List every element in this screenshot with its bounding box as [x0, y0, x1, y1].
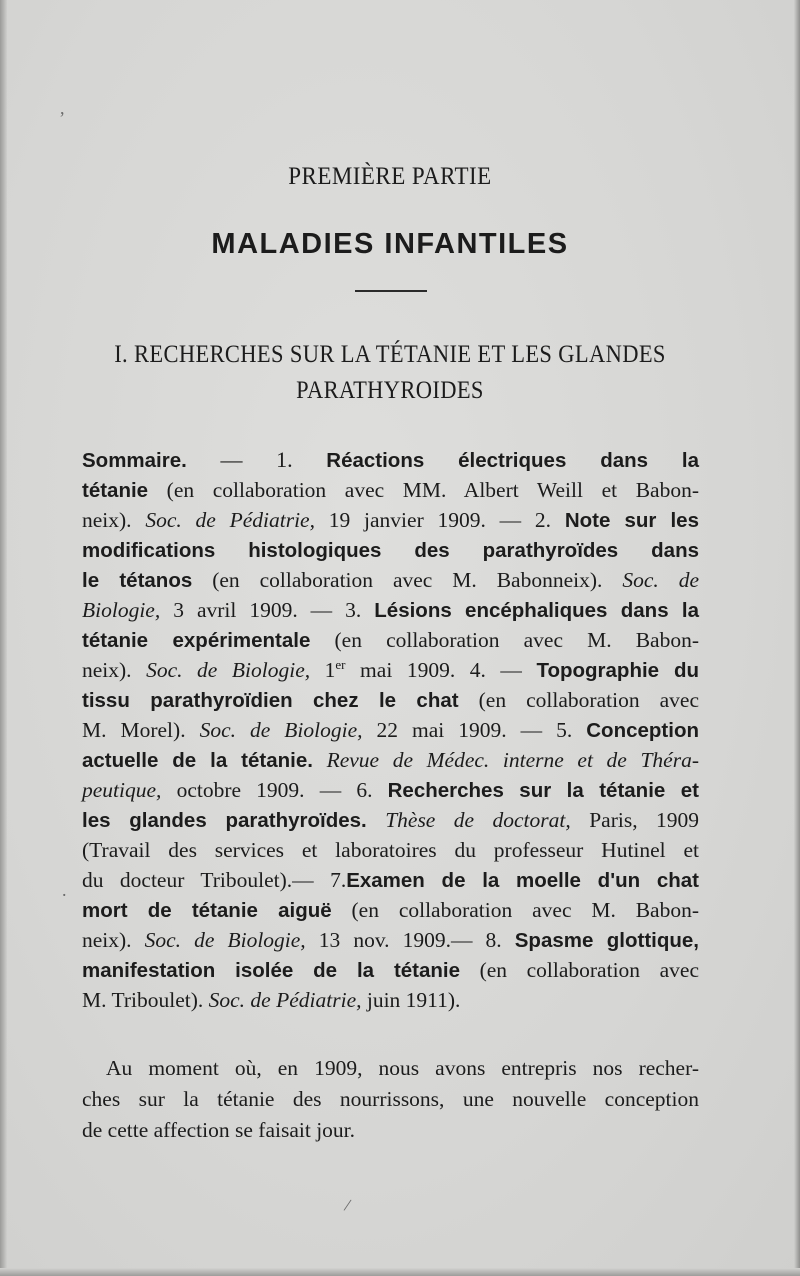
summary-line: Biologie, 3 avril 1909. — 3. Lésions encéphaliques dans la — [82, 598, 700, 622]
page-edge-bottom — [0, 1268, 800, 1276]
journal-name: Soc. de — [622, 568, 699, 592]
journal-name: Soc. de Biologie, — [144, 928, 306, 952]
journal-name: Soc. de Biologie, — [146, 658, 311, 682]
main-title: MALADIES INFANTILES — [211, 228, 569, 260]
work-title: tissu parathyroïdien chez le chat — [82, 689, 459, 712]
summary-line: Sommaire. — 1. Réactions électriques dans la — [82, 447, 699, 472]
work-title: manifestation isolée de la tétanie — [82, 959, 461, 982]
summary-line: le tétanos (en collaboration avec M. Babonneix). Soc. de — [82, 568, 699, 592]
work-title: Note sur les — [564, 509, 699, 532]
section-title — [111, 337, 669, 409]
summary-line: tétanie expérimentale (en collaboration avec M. Babon- — [82, 628, 699, 652]
page-edge-left — [0, 0, 7, 1276]
work-title: tétanie — [82, 479, 149, 502]
section-title-line-1: I. RECHERCHES SUR LA TÉTANIE ET LES GLANDES — [114, 341, 666, 368]
body-paragraph — [82, 1053, 699, 1146]
summary-line: manifestation isolée de la tétanie (en collaboration avec — [82, 958, 699, 982]
work-title: mort de tétanie aiguë — [82, 899, 332, 922]
work-title: Examen de la moelle d'un chat — [346, 869, 699, 892]
journal-name: Soc. de Pédiatrie, — [208, 988, 362, 1012]
work-title: Spasme glottique, — [514, 929, 699, 952]
summary-line — [82, 535, 699, 565]
summary-line: mort de tétanie aiguë (en collaboration avec M. Babon- — [82, 898, 699, 922]
summary-line: neix). Soc. de Biologie, 13 nov. 1909.— 8. Spasme glottique, — [82, 928, 699, 952]
work-title: les glandes parathyroïdes. — [82, 809, 367, 832]
summary-line: les glandes parathyroïdes. Thèse de doctorat, Paris, 1909 — [82, 808, 699, 832]
summary-heading: Sommaire. — [82, 449, 187, 472]
paragraph-line: de cette affection se faisait jour. — [82, 1118, 356, 1142]
summary-line: M. Triboulet). Soc. de Pédiatrie, juin 1911). — [82, 988, 461, 1012]
paper-speck: . — [62, 880, 67, 900]
work-title: Lésions encéphaliques dans la — [374, 599, 700, 622]
work-title: tétanie expérimentale — [82, 629, 311, 652]
title-rule — [355, 290, 427, 292]
ordinal-superscript: er — [335, 656, 346, 672]
work-title: Conception — [586, 719, 699, 742]
journal-name: Soc. de Pédiatrie, — [145, 508, 315, 532]
paragraph-line: Au moment où, en 1909, nous avons entrepris nos recher- — [106, 1056, 699, 1080]
summary-line: tétanie (en collaboration avec MM. Albert Weill et Babon- — [82, 478, 699, 502]
journal-name: Revue de Médec. interne et de Théra- — [326, 748, 699, 772]
paragraph-line: ches sur la tétanie des nourrissons, une nouvelle conception — [82, 1087, 699, 1111]
summary-line: (Travail des services et laboratoires du professeur Hutinel et — [82, 838, 699, 862]
work-title: Réactions électriques dans la — [326, 449, 699, 472]
work-title: le tétanos — [82, 569, 193, 592]
journal-name: Thèse de doctorat, — [385, 808, 571, 832]
summary-line: neix). Soc. de Biologie, 1er mai 1909. 4. — Topographie du — [82, 656, 699, 682]
journal-name: Soc. de Biologie, — [199, 718, 363, 742]
summary-line: neix). Soc. de Pédiatrie, 19 janvier 1909. — 2. Note sur les — [82, 508, 699, 532]
paper-speck: , — [60, 98, 65, 118]
summary-line — [82, 745, 699, 775]
summary-line: tissu parathyroïdien chez le chat (en collaboration avec — [82, 688, 700, 712]
paper-speck: / — [342, 1194, 353, 1216]
work-title: actuelle de la tétanie. — [82, 749, 313, 772]
summary-block — [82, 445, 699, 1015]
part-title: PREMIÈRE PARTIE — [288, 163, 492, 190]
work-title: Recherches sur la tétanie et — [387, 779, 699, 802]
summary-line: peutique, octobre 1909. — 6. Recherches sur la tétanie et — [82, 778, 699, 802]
summary-line: du docteur Triboulet).— 7.Examen de la moelle d'un chat — [82, 868, 699, 892]
work-title: modifications histologiques des parathyroïdes dans — [82, 539, 699, 562]
summary-line: M. Morel). Soc. de Biologie, 22 mai 1909. — 5. Conception — [82, 718, 699, 742]
journal-name: Biologie, — [82, 598, 161, 622]
section-title-line-2: PARATHYROIDES — [296, 377, 484, 404]
page-edge-right — [794, 0, 800, 1276]
journal-name: peutique, — [82, 778, 162, 802]
work-title: Topographie du — [536, 659, 699, 682]
